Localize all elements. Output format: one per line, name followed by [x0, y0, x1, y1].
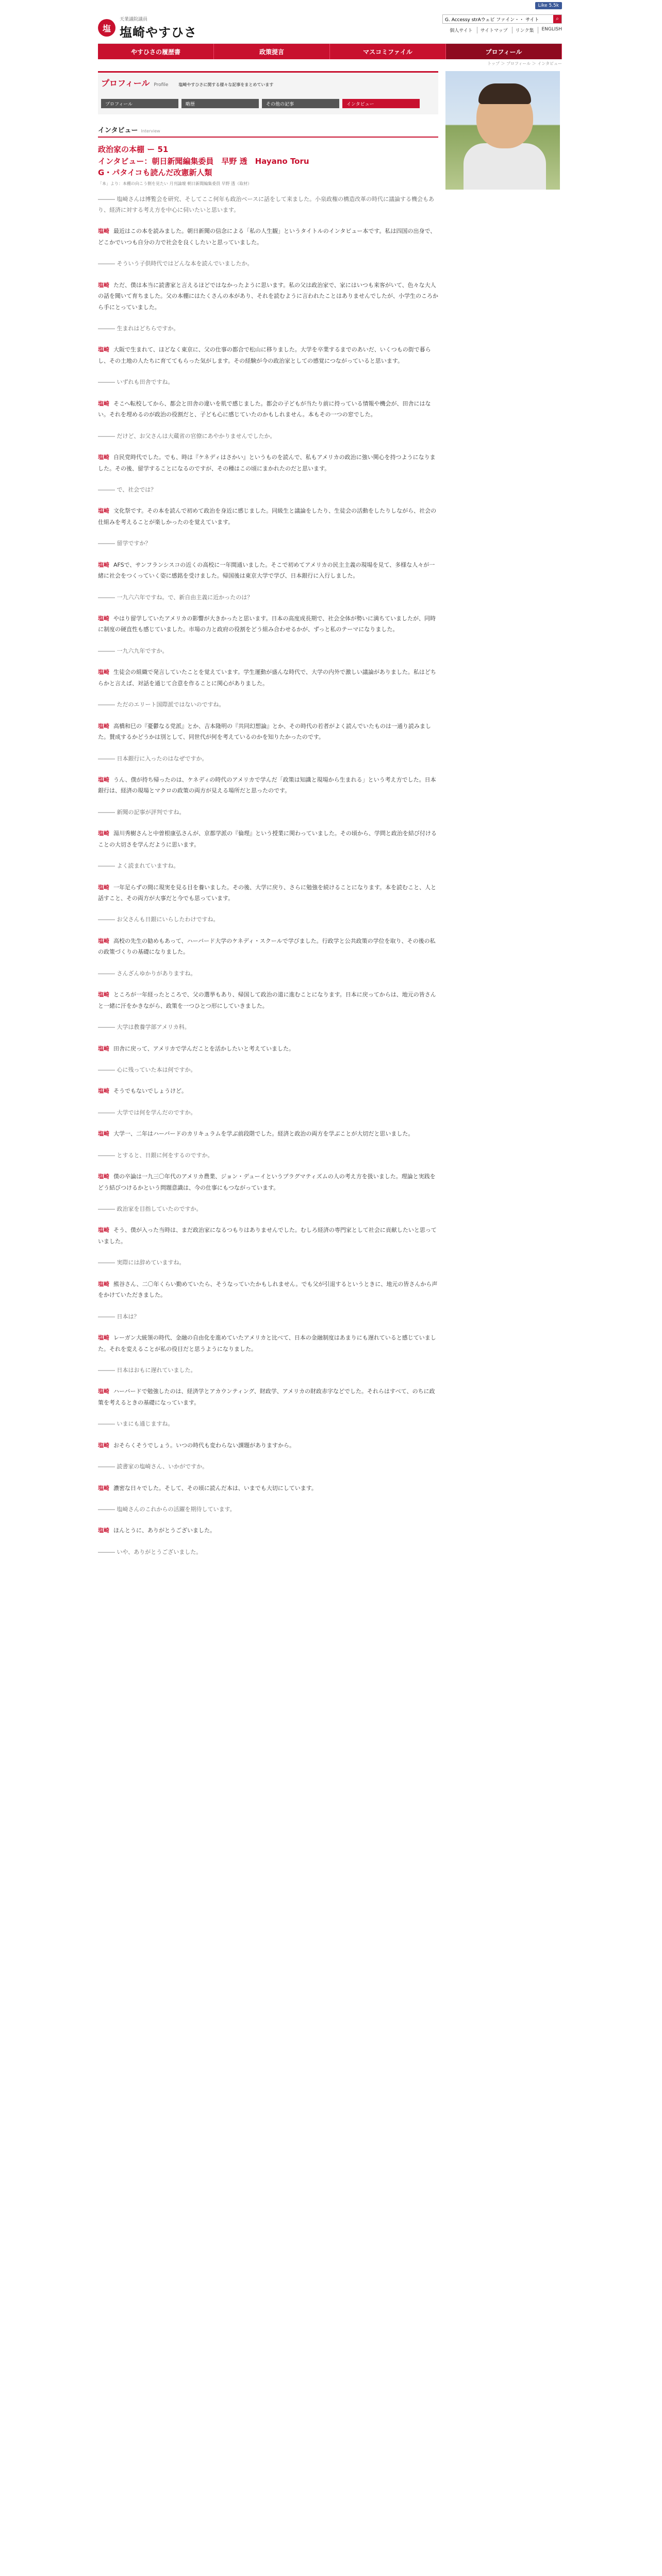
- page-title-box: [98, 71, 438, 93]
- answer-paragraph: [98, 721, 438, 743]
- paragraph-text: やはり留学していたアメリカの影響が大きかったと思います。日本の高度成長期で、社会全体が勢いに満ちていましたが、同時に制度の硬直性も感じていました。市場の力と政府の役割をどう組み合わせるかが、ずっと私のテーマになりました。: [98, 615, 436, 633]
- interviewer-question: [98, 1064, 438, 1075]
- paragraph-text: 自民党時代でした。でも、時は『ケネディはさかい』というものを読んで、私もアメリカの政治に強い関心を持つようになりました。その後、留学することになるのですが、その種はこの頃にまかれたのだと思います。: [98, 454, 436, 472]
- paragraph-text: 塩崎さんは博覧会を研究、そしてここ何年も政治ベースに話をして来ました。小泉政権の構造改革の時代に議論する機会もあり、経済に対する考え方を中心に伺いたいと思います。: [98, 195, 434, 213]
- question-dash: ―――: [98, 1024, 117, 1031]
- breadcrumb: トップ ＞ プロフィール ＞ インタビュー: [487, 61, 562, 66]
- profile-tabs: [98, 93, 438, 114]
- site-logo[interactable]: [98, 15, 197, 40]
- question-dash: ―――: [98, 432, 117, 439]
- answer-paragraph: [98, 280, 438, 313]
- speaker-label: 塩崎: [98, 346, 109, 353]
- paragraph-text: いまにも通じますね。: [117, 1420, 174, 1428]
- article-title-line: G・パタイコも読んだ改憲新人類: [98, 168, 212, 177]
- site-header: [98, 11, 562, 44]
- speaker-label: 塩崎: [98, 454, 109, 461]
- interviewer-question: [98, 646, 438, 656]
- question-dash: ―――: [98, 916, 117, 923]
- paragraph-text: よく読まれていますね。: [117, 862, 179, 870]
- question-dash: ―――: [98, 1313, 117, 1320]
- speaker-label: 塩崎: [98, 507, 109, 515]
- paragraph-text: お父さんも日銀にいらしたわけですね。: [117, 916, 219, 923]
- global-nav: [98, 44, 562, 59]
- nav-item-profile[interactable]: プロフィール: [446, 44, 562, 59]
- speaker-label: 塩崎: [98, 669, 109, 676]
- paragraph-text: 大阪で生まれて、ほどなく東京に、父の仕事の都合で松山に移りました。大学を卒業するまでのあいだ、いくつもの街で暮らし、その土地の人たちに育ててもらった気がします。その経験が今の政治家としての感覚につながっていると思います。: [98, 346, 431, 364]
- page-wrapper: [98, 0, 562, 1568]
- article-body: [98, 194, 438, 1558]
- answer-paragraph: [98, 452, 438, 474]
- speaker-label: 塩崎: [98, 991, 109, 998]
- interviewer-question: [98, 431, 438, 442]
- paragraph-text: レーガン大統領の時代、金融の自由化を進めていたアメリカと比べて、日本の金融制度はあまりにも遅れていると感じていました。それを変えることが私の役目だと思うようになりました。: [98, 1334, 436, 1352]
- speaker-label: 塩崎: [98, 281, 109, 289]
- paragraph-text: おそらくそうでしょう。いつの時代も変わらない課題がありますから。: [113, 1442, 295, 1449]
- speaker-label: 塩崎: [98, 1442, 109, 1449]
- speaker-label: 塩崎: [98, 1484, 109, 1492]
- answer-paragraph: [98, 1043, 438, 1054]
- page-title: プロフィール: [101, 78, 150, 88]
- speaker-label: 塩崎: [98, 400, 109, 407]
- interviewer-question: [98, 1204, 438, 1214]
- paragraph-text: 僕の卒論は一九三〇年代のアメリカ農業、ジョン・デューイというプラグマティズムの人の考え方を扱いました。理論と実践をどう結びつけるかという問題意識は、今の仕事にもつながっています。: [98, 1173, 436, 1191]
- answer-paragraph: [98, 560, 438, 582]
- answer-paragraph: [98, 989, 438, 1011]
- interviewer-question: [98, 538, 438, 549]
- speaker-label: 塩崎: [98, 1388, 109, 1395]
- paragraph-text: 一九六九年ですか。: [117, 647, 168, 654]
- tab-other-articles[interactable]: その他の記事: [262, 99, 339, 108]
- question-dash: ―――: [98, 970, 117, 977]
- paragraph-text: 文化祭です。その本を読んで初めて政治を身近に感じました。同級生と議論をしたり、生徒会の活動をしたりしながら、社会の仕組みを考えることが楽しかったのを覚えています。: [98, 507, 437, 526]
- interviewer-question: [98, 807, 438, 818]
- answer-paragraph: [98, 1225, 438, 1247]
- interviewer-question: [98, 484, 438, 495]
- answer-paragraph: [98, 1086, 438, 1096]
- article-title-line: 政治家の本棚 ー 51: [98, 145, 169, 154]
- paragraph-text: 大学は教養学部アメリカ科。: [117, 1024, 190, 1031]
- question-dash: ―――: [98, 1109, 117, 1116]
- question-dash: ―――: [98, 862, 117, 870]
- interviewer-question: [98, 1504, 438, 1515]
- speaker-label: 塩崎: [98, 228, 109, 235]
- interviewer-question: [98, 323, 438, 334]
- paragraph-text: 一九六六年ですね。で、新自由主義に近かったのは？: [117, 594, 253, 601]
- paragraph-text: ほんとうに、ありがとうございました。: [113, 1527, 216, 1534]
- interviewer-question: [98, 1311, 438, 1322]
- answer-paragraph: [98, 1440, 438, 1451]
- paragraph-text: 熊谷さん、二〇年くらい勤めていたら、そうなっていたかもしれません。でも父が引退するというときに、地元の皆さんから声をかけていただきました。: [98, 1280, 438, 1299]
- paragraph-text: 塩崎さんのこれからの活躍を期待しています。: [117, 1506, 236, 1513]
- speaker-label: 塩崎: [98, 1173, 109, 1180]
- top-bar: [98, 0, 562, 11]
- interviewer-question: [98, 968, 438, 979]
- paragraph-text: 一年足らずの間に現実を見る目を養いました。その後、大学に戻り、さらに勉強を続けることになります。本を読むこと、人と話すこと、その両方が大事だと今でも思っています。: [98, 884, 437, 902]
- answer-paragraph: [98, 882, 438, 904]
- question-dash: ―――: [98, 808, 117, 816]
- paragraph-text: ところが一年経ったところで、父の選挙もあり、帰国して政治の道に進むことになります。日本に戻ってからは、地元の皆さんと一緒に汗をかきながら、政策を一つひとつ形にしていきました。: [98, 991, 436, 1009]
- question-dash: ―――: [98, 1206, 117, 1212]
- interviewer-question: [98, 194, 438, 216]
- question-dash: ―――: [98, 1506, 117, 1513]
- section-title: インタビュー: [98, 127, 138, 134]
- question-dash: ―――: [98, 1366, 117, 1374]
- interviewer-question: [98, 1547, 438, 1557]
- paragraph-text: 読書家の塩崎さん、いかがですか。: [117, 1463, 208, 1470]
- speaker-label: 塩崎: [98, 1227, 109, 1234]
- paragraph-text: 大学では何を学んだのですか。: [117, 1109, 196, 1116]
- paragraph-text: 実際には辞めていますね。: [117, 1259, 185, 1266]
- question-dash: ―――: [98, 1463, 117, 1470]
- paragraph-text: そこへ転校してから、都会と田舎の違いを肌で感じました。都会の子どもが当たり前に持っている情報や機会が、田舎にはない。それを埋めるのが政治の役割だと、子ども心に感じていたのかもしれません。本もその一つの窓でした。: [98, 400, 431, 418]
- interviewer-question: [98, 1257, 438, 1268]
- question-dash: ―――: [98, 195, 117, 202]
- interviewer-question: [98, 860, 438, 871]
- paragraph-text: 日本はおもに遅れていました。: [117, 1366, 196, 1374]
- speaker-label: 塩崎: [98, 1527, 109, 1534]
- header-links: [450, 27, 562, 33]
- header-link-english[interactable]: ENGLISH: [538, 27, 562, 33]
- paragraph-text: 生徒会の組織で発言していたことを覚えています。学生運動が盛んな時代で、大学の内外で激しい議論がありました。私はどちらかと言えば、対話を通じて合意を作ることに関心がありました。: [98, 669, 436, 687]
- interviewer-question: [98, 1461, 438, 1472]
- logo-subtitle: 天業議院議員: [120, 17, 148, 22]
- paragraph-text: 心に残っていた本は何ですか。: [117, 1066, 196, 1073]
- question-dash: ―――: [98, 1259, 117, 1266]
- paragraph-text: 政治家を目指していたのですか。: [117, 1206, 202, 1212]
- paragraph-text: さんざんゆかりがありますね。: [117, 970, 196, 977]
- answer-paragraph: [98, 1332, 438, 1354]
- paragraph-text: 田舎に戻って、アメリカで学んだことを活かしたいと考えていました。: [113, 1045, 295, 1052]
- main-content: [98, 71, 438, 1568]
- section-heading: [98, 123, 438, 138]
- speaker-label: 塩崎: [98, 1045, 109, 1052]
- speaker-label: 塩崎: [98, 937, 109, 944]
- speaker-label: 塩崎: [98, 776, 109, 783]
- answer-paragraph: [98, 1483, 438, 1494]
- interviewer-question: [98, 1365, 438, 1376]
- answer-paragraph: [98, 613, 438, 635]
- question-dash: ―――: [98, 1548, 117, 1555]
- paragraph-text: 高橋和巳の『憂鬱なる党派』とか、吉本隆明の『共同幻想論』とか、その時代の若者がよく読んでいたものは一通り読みました。賛成するかどうかは別として、同世代が何を考えているのかを知りたかったのです。: [98, 722, 431, 741]
- logo-mark-icon: 塩: [98, 19, 115, 37]
- logo-title: 塩崎やすひさ: [120, 25, 197, 40]
- paragraph-text: とすると、日銀に何をするのですか。: [117, 1151, 213, 1159]
- answer-paragraph: [98, 226, 438, 248]
- question-dash: ―――: [98, 325, 117, 332]
- section-title-en: Interview: [141, 129, 160, 133]
- answer-paragraph: [98, 828, 438, 850]
- answer-paragraph: [98, 667, 438, 689]
- paragraph-text: 日本は？: [117, 1313, 140, 1320]
- paragraph-text: だけど、お父さんは大蔵省の官僚にあやかりませんでしたか。: [117, 432, 276, 439]
- interviewer-question: [98, 699, 438, 710]
- answer-paragraph: [98, 398, 438, 420]
- answer-paragraph: [98, 936, 438, 958]
- paragraph-text: そうでもないでしょうけど。: [113, 1088, 187, 1095]
- answer-paragraph: [98, 1386, 438, 1408]
- interviewer-question: [98, 377, 438, 387]
- question-dash: ―――: [98, 486, 117, 493]
- speaker-label: 塩崎: [98, 1088, 109, 1095]
- paragraph-text: 濃密な日々でした。そして、その頃に読んだ本は、いまでも大切にしています。: [113, 1484, 317, 1492]
- interviewer-question: [98, 753, 438, 764]
- paragraph-text: 大学一、二年はハーバードのカリキュラムを学ぶ前段階でした。経済と政治の両方を学ぶことが大切だと思いました。: [113, 1130, 414, 1138]
- answer-paragraph: [98, 774, 438, 796]
- tab-history[interactable]: 略歴: [181, 99, 259, 108]
- search-box: [442, 14, 562, 24]
- paragraph-text: うん、僕が持ち帰ったのは、ケネディの時代のアメリカで学んだ「政策は知識と現場から生まれる」という考え方でした。日本銀行は、経済の現場とマクロの政策の両方が見える場所だと思ったのです。: [98, 776, 436, 794]
- article-title-line: インタビュー：朝日新聞編集委員 早野 透 Hayano Toru: [98, 156, 309, 166]
- search-input[interactable]: [443, 15, 553, 23]
- nav-item-resume[interactable]: やすひさの履歴書: [98, 44, 214, 59]
- answer-paragraph: [98, 1171, 438, 1193]
- interviewer-question: [98, 1150, 438, 1161]
- question-dash: ―――: [98, 1420, 117, 1428]
- answer-paragraph: [98, 1525, 438, 1536]
- paragraph-text: 湯川秀樹さんと中曽根康弘さんが、京都学派の『倫理』という授業に関わっていました。その頃から、学問と政治を結び付けることの大切さを学んだように思います。: [98, 830, 437, 848]
- paragraph-text: 日本銀行に入ったのはなぜですか。: [117, 755, 208, 762]
- paragraph-text: ハーバードで勉強したのは、経済学とアカウンティング、財政学、アメリカの財政赤字などでした。それらはすべて、のちに政策を考えるときの基礎になっています。: [98, 1388, 435, 1406]
- interviewer-question: [98, 1022, 438, 1032]
- paragraph-text: ただ、僕は本当に読書家と言えるほどではなかったように思います。私の父は政治家で、家にはいつも来客がいて、色々な大人の話を聞いて育ちました。父の本棚にはたくさんの本があり、それを読むように言われたことはありませんでしたが、小学生のころから手にとっていました。: [98, 281, 438, 311]
- question-dash: ―――: [98, 540, 117, 547]
- answer-paragraph: [98, 1279, 438, 1301]
- speaker-label: 塩崎: [98, 1130, 109, 1138]
- speaker-label: 塩崎: [98, 884, 109, 891]
- interviewer-question: [98, 914, 438, 925]
- paragraph-text: そう、僕が入った当時は、まだ政治家になるつもりはありませんでした。むしろ経済の専門家として社会に貢献したいと思っていました。: [98, 1227, 437, 1245]
- question-dash: ―――: [98, 379, 117, 386]
- answer-paragraph: [98, 344, 438, 366]
- article-meta: 「本」より：本棚の向こう側を見たい 月刊論壇 朝日新聞編集委員 早野 透（取材）: [98, 181, 252, 186]
- speaker-label: 塩崎: [98, 722, 109, 730]
- question-dash: ―――: [98, 1151, 117, 1159]
- question-dash: ―――: [98, 260, 117, 267]
- question-dash: ―――: [98, 755, 117, 762]
- answer-paragraph: [98, 1128, 438, 1139]
- paragraph-text: 留学ですか？: [117, 540, 151, 547]
- interviewer-question: [98, 1418, 438, 1429]
- interviewer-question: [98, 258, 438, 269]
- paragraph-text: ただのエリート国際派ではないのですね。: [117, 701, 225, 708]
- article-title: [98, 144, 438, 179]
- page-note: 塩崎やすひさに関する様々な記事をまとめています: [178, 82, 274, 87]
- paragraph-text: 最近はこの本を読みました。朝日新聞の信念による「私の人生観」というタイトルのインタビュー本です。私は四国の出身で、どこかでいつも自分の力で社会を良くしたいと思っていました。: [98, 228, 436, 246]
- paragraph-text: で、社会では？: [117, 486, 157, 493]
- speaker-label: 塩崎: [98, 615, 109, 622]
- page-title-en: Profile: [154, 82, 169, 88]
- header-link-personal[interactable]: 個人サイト: [450, 28, 473, 33]
- interviewer-question: [98, 1107, 438, 1118]
- nav-item-media[interactable]: マスコミファイル: [330, 44, 446, 59]
- question-dash: ―――: [98, 701, 117, 708]
- paragraph-text: いずれも田舎ですね。: [117, 379, 174, 386]
- nav-item-policy[interactable]: 政策提言: [214, 44, 330, 59]
- speaker-label: 塩崎: [98, 1334, 109, 1342]
- answer-paragraph: [98, 505, 438, 528]
- paragraph-text: AFSで、サンフランシスコの近くの高校に一年間通いました。そこで初めてアメリカの民主主義の現場を見て、多様な人々が一緒に社会をつくっていく姿に感銘を受けました。帰国後は東京大学で学び、日本銀行に入行しました。: [98, 561, 435, 580]
- speaker-label: 塩崎: [98, 1280, 109, 1287]
- sidebar: [445, 71, 560, 1568]
- question-dash: ―――: [98, 594, 117, 601]
- paragraph-text: 高校の先生の勧めもあって、ハーバード大学のケネディ・スクールで学びました。行政学と公共政策の学位を取り、その後の私の政策づくりの基礎になりました。: [98, 937, 436, 956]
- search-icon[interactable]: ⌕: [553, 15, 561, 23]
- paragraph-text: そういう子供時代ではどんな本を読んでいましたか。: [117, 260, 253, 267]
- paragraph-text: 新聞の記事が評判ですね。: [117, 808, 185, 816]
- facebook-like-button[interactable]: Like 5.5k: [535, 2, 562, 9]
- speaker-label: 塩崎: [98, 561, 109, 568]
- header-link-sitemap[interactable]: サイトマップ: [477, 27, 508, 33]
- speaker-label: 塩崎: [98, 830, 109, 837]
- question-dash: ―――: [98, 1066, 117, 1073]
- paragraph-text: 生まれはどちらですか。: [117, 325, 179, 332]
- tab-interview[interactable]: インタビュー: [342, 99, 420, 108]
- header-link-links[interactable]: リンク集: [512, 27, 534, 33]
- tab-profile[interactable]: プロフィール: [101, 99, 178, 108]
- interviewer-question: [98, 592, 438, 603]
- paragraph-text: いや、ありがとうございました。: [117, 1548, 202, 1555]
- question-dash: ―――: [98, 647, 117, 654]
- profile-photo: [445, 71, 560, 190]
